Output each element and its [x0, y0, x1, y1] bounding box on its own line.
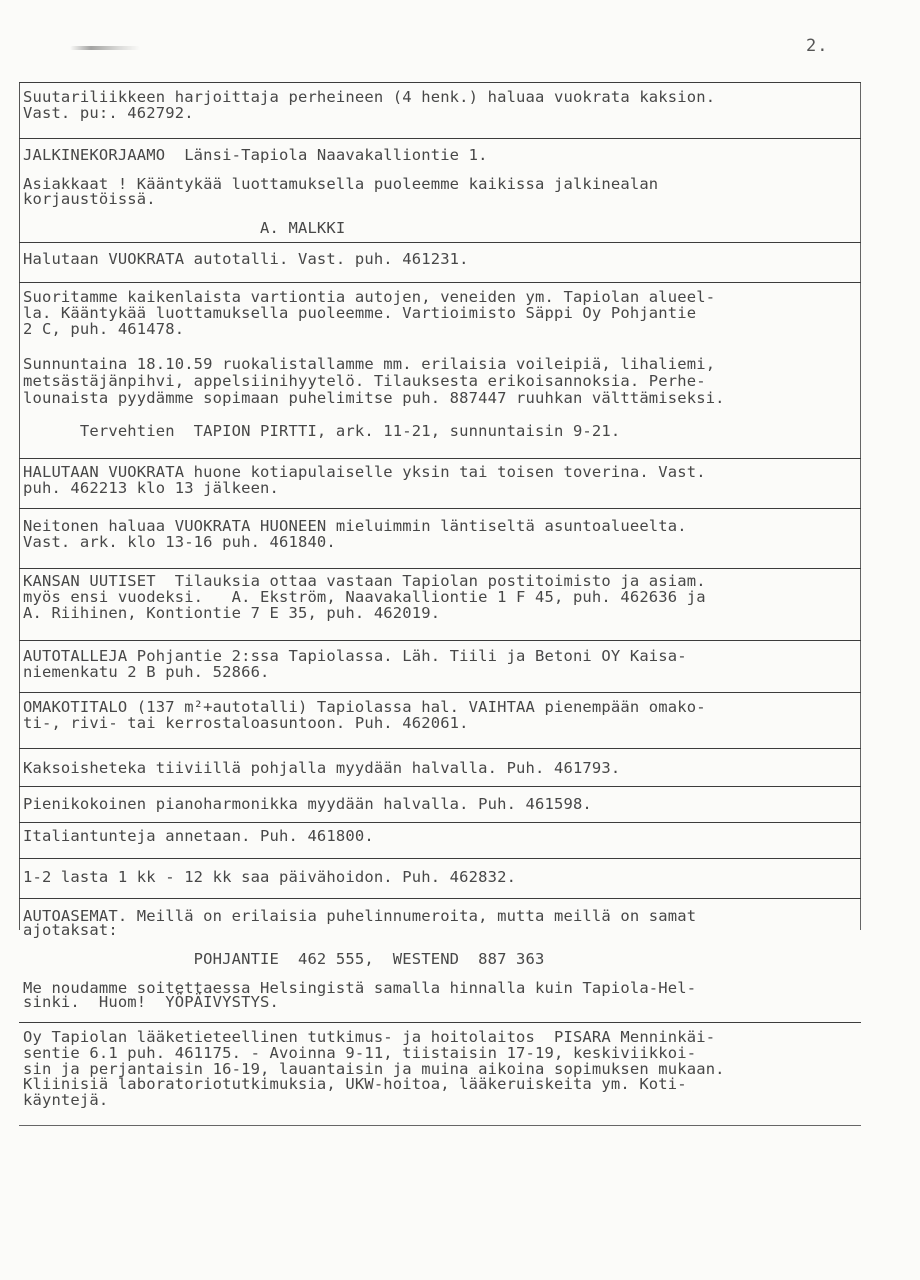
ad-autotalli-vuokra-text: Halutaan VUOKRATA autotalli. Vast. puh. 461231.	[23, 250, 469, 268]
ad-autotalleja	[19, 640, 861, 692]
ad-pianoharmonikka	[19, 786, 861, 822]
paper-smudge	[70, 46, 140, 50]
ad-tapion-pirtti	[19, 346, 861, 458]
ad-autotalli-vuokra	[19, 242, 861, 282]
ad-vartiointi-text: Suoritamme kaikenlaista vartiontia autojen, veneiden ym. Tapiolan alueel- la. Kääntykää luottamuksella puoleemme. Vartioimisto Säppi Oy Pohjantie 2 C, puh. 461478.	[23, 288, 716, 338]
ad-lasta-paivahoidon-text: 1-2 lasta 1 kk - 12 kk saa päivähoidon. Puh. 462832.	[23, 868, 517, 886]
ad-omakotitalo-text: OMAKOTITALO (137 m²+autotalli) Tapiolassa hal. VAIHTAA pienempään omako- ti-, rivi- tai kerrostaloasuntoon. Puh. 462061.	[23, 698, 706, 732]
ad-lasta-paivahoidon	[19, 858, 861, 898]
ad-neitonen-text: Neitonen haluaa VUOKRATA HUONEEN mieluimmin läntiseltä asuntoalueelta. Vast. ark. klo 13-16 puh. 461840.	[23, 517, 687, 551]
ad-autoasemat-text: AUTOASEMAT. Meillä on erilaisia puhelinnumeroita, mutta meillä on samat ajotaksat: POHJANTIE 462 555, WESTEND 887 363 Me noudamme soitettaessa Helsingistä samalla hinnalla kuin Tapiola-Hel- sinki. Huom! YÖPÄIVYSTYS.	[23, 907, 697, 1012]
ad-jalkinekorjaamo-text: JALKINEKORJAAMO Länsi-Tapiola Naavakalliontie 1. Asiakkaat ! Kääntykää luottamuksella puoleemme kaikissa jalkinealan korjaustöissä. A. MALKKI	[23, 146, 659, 237]
ad-pisara-text: Oy Tapiolan lääketieteellinen tutkimus- ja hoitolaitos PISARA Menninkäi- sentie 6.1 puh. 461175. - Avoinna 9-11, tiistaisin 17-19, keskiviikkoi- sin ja perjantaisin 16-19, lauantaisin ja muina aikoina sopimuksen mukaan. Kliinisiä laboratoriotutkimuksia, UKW-hoitoa, lääkeruiskeita ym. Koti- käyntejä.	[23, 1028, 725, 1110]
page-number: 2.	[806, 36, 829, 56]
ad-kaksoisheteka	[19, 748, 861, 786]
ad-neitonen	[19, 508, 861, 568]
ad-huone-kotiapulainen	[19, 458, 861, 508]
ad-kansan-uutiset-text: KANSAN UUTISET Tilauksia ottaa vastaan Tapiolan postitoimisto ja asiam. myös ensi vuodeksi. A. Ekström, Naavakalliontie 1 F 45, puh. 462636 ja A. Riihinen, Kontiontie 7 E 35, puh. 462019.	[23, 572, 706, 622]
ad-pianoharmonikka-text: Pienikokoinen pianoharmonikka myydään halvalla. Puh. 461598.	[23, 795, 592, 813]
ad-autotalleja-text: AUTOTALLEJA Pohjantie 2:ssa Tapiolassa. Läh. Tiili ja Betoni OY Kaisa- niemenkatu 2 B puh. 52866.	[23, 647, 687, 681]
ad-kaksoisheteka-text: Kaksoisheteka tiiviillä pohjalla myydään halvalla. Puh. 461793.	[23, 759, 621, 777]
ad-suutari-text: Suutariliikkeen harjoittaja perheineen (4 henk.) haluaa vuokrata kaksion. Vast. pu:. 462792.	[23, 88, 716, 122]
ad-jalkinekorjaamo	[19, 138, 861, 242]
ad-pisara	[19, 1022, 861, 1126]
ad-huone-kotiapulainen-text: HALUTAAN VUOKRATA huone kotiapulaiselle yksin tai toisen toverina. Vast. puh. 462213 klo 13 jälkeen.	[23, 463, 706, 497]
ad-omakotitalo	[19, 692, 861, 748]
ad-italiantunteja	[19, 822, 861, 858]
ad-italiantunteja-text: Italiantunteja annetaan. Puh. 461800.	[23, 827, 374, 845]
ad-autoasemat	[19, 898, 861, 1022]
ad-kansan-uutiset	[19, 568, 861, 640]
ad-tapion-pirtti-text: Sunnuntaina 18.10.59 ruokalistallamme mm. erilaisia voileipiä, lihaliemi, metsästäjänpihvi, appelsiinihyytelö. Tilauksesta erikoisannoksia. Perhe- lounaista pyydämme sopimaan puhelimitse puh. 887447 ruuhkan välttämiseksi. Tervehtien TAPION PIRTTI, ark. 11-21, sunnuntaisin 9-21.	[23, 355, 725, 441]
ad-vartiointi	[19, 282, 861, 346]
ad-suutari	[19, 82, 861, 138]
